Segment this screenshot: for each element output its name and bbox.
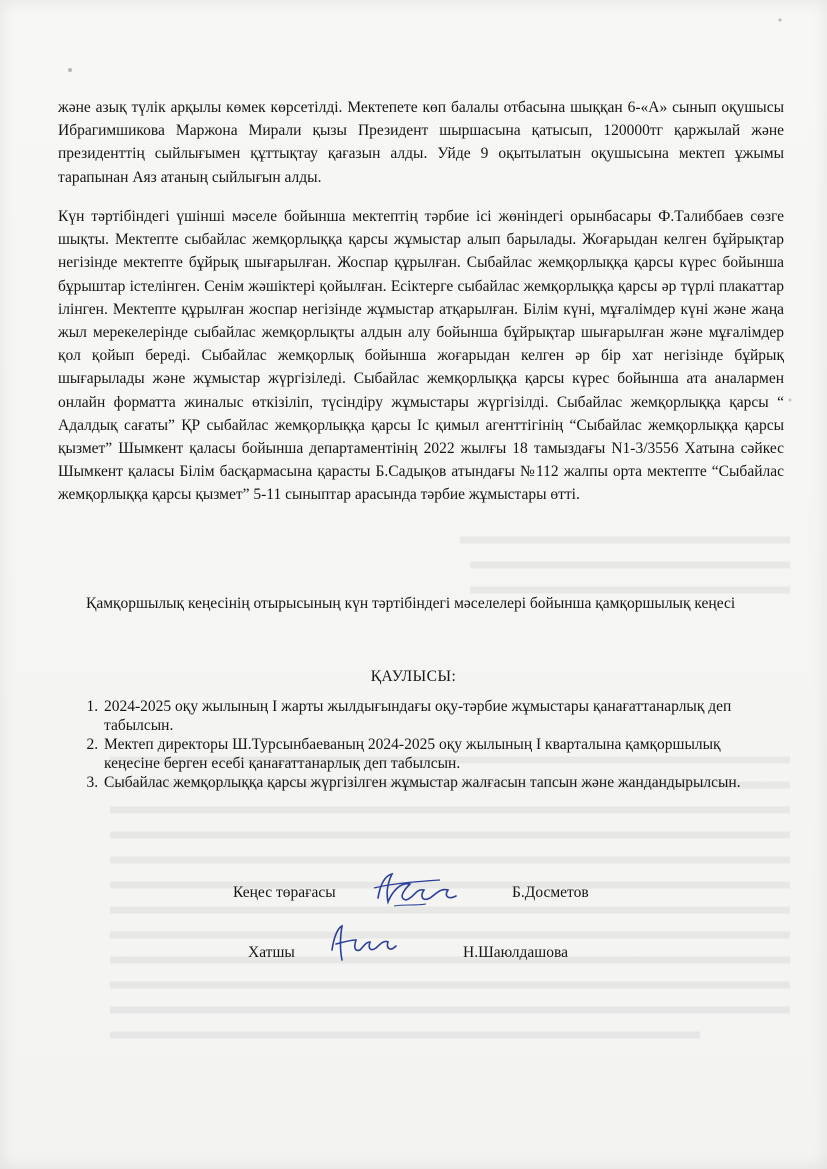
chair-name: Б.Досметов	[512, 884, 589, 901]
decision-item: 2. Мектеп директоры Ш.Турсынбаеваның 2024-2025 оқу жылының І кварталына қамқоршылық кеңесіне берген есебі қанағаттанарлық деп табылсын.	[102, 736, 742, 773]
secretary-name: Н.Шаюлдашова	[463, 944, 568, 961]
council-intro-text: Қамқоршылық кеңесінің отырысының күн тәртібіндегі мәселелері бойынша қамқоршылық кеңесі	[86, 595, 736, 612]
secretary-signature	[326, 922, 402, 966]
decisions-list	[58, 698, 742, 794]
paragraph-council-intro	[58, 592, 784, 615]
paragraph-aid: және азық түлік арқылы көмек көрсетілді. Мектепете көп балалы отбасына шыққан 6-«А» сынып оқушысы Ибрагимшикова Маржона Мирали қызы Президент шыршасына қатысып, 120000тг қаржылай және президенттің сыйлығымен құттықтау қағазын алды. Уйде 9 оқытылатын оқушысына мектеп ұжымы тарапынан Аяз атаның сыйлығын алды.	[58, 99, 784, 186]
chair-signature	[370, 868, 462, 914]
resolution-heading: ҚАУЛЫСЫ:	[370, 668, 457, 685]
decision-item: 1. 2024-2025 оқу жылының І жарты жылдығындағы оқу-тәрбие жұмыстары қанағаттанарлық деп табылсын.	[102, 698, 742, 735]
secretary-label: Хатшы	[248, 944, 295, 961]
decision-item: 3. Сыбайлас жемқорлыққа қарсы жүргізілген жұмыстар жалғасын тапсын және жандандырылсын.	[102, 774, 742, 793]
chair-label: Кеңес төрағасы	[233, 884, 336, 901]
paragraph-anticorruption: Күн тәртібіндегі үшінші мәселе бойынша мектептің тәрбие ісі жөніндегі орынбасары Ф.Талиббаев сөзге шықты. Мектепте сыбайлас жемқорлыққа қарсы жұмыстар алып барылады. Жоғарыдан келген бұйрықтар негізінде мектепте бұйрық шығарылған. Жоспар құрылған. Сыбайлас жемқорлыққа қарсы күрес бойынша бұрыштар істелінген. Сенім жәшіктері қойылған. Есіктерге сыбайлас жемқорлыққа қарсы әр түрлі плакаттар ілінген. Мектепте құрылған жоспар негізінде жұмыстар атқарылған. Білім күні, мұғалімдер күні және жаңа жыл мерекелерінде сыбайлас жемқорлықты алдын алу бойынша бұйрықтар шығарылған және мұғалімдер қол қойып береді. Сыбайлас жемқорлық бойынша жоғарыдан келген әр бір хат негізінде бұйрық шығарылады және жұмыстар жүргізіледі. Сыбайлас жемқорлыққа қарсы күрес бойынша ата аналармен онлайн форматта жиналыс өткізіліп, түсіндіру жұмыстары жүргізілді. Сыбайлас жемқорлыққа қарсы “ Адалдық сағаты” ҚР сыбайлас жемқорлыққа қарсы Іс қимыл агенттігінің “Сыбайлас жемқорлыққа қарсы қызмет” Шымкент қаласы бойынша департаментінің 2022 жылғы 18 тамыздағы N1-3/3556 Хатына сәйкес Шымкент қаласы Білім басқармасына қарасты Б.Садықов атындағы №112 жалпы орта мектепте “Сыбайлас жемқорлыққа қарсы қызмет” 5-11 сыныптар арасында тәрбие жұмыстары өтті.	[58, 208, 784, 504]
